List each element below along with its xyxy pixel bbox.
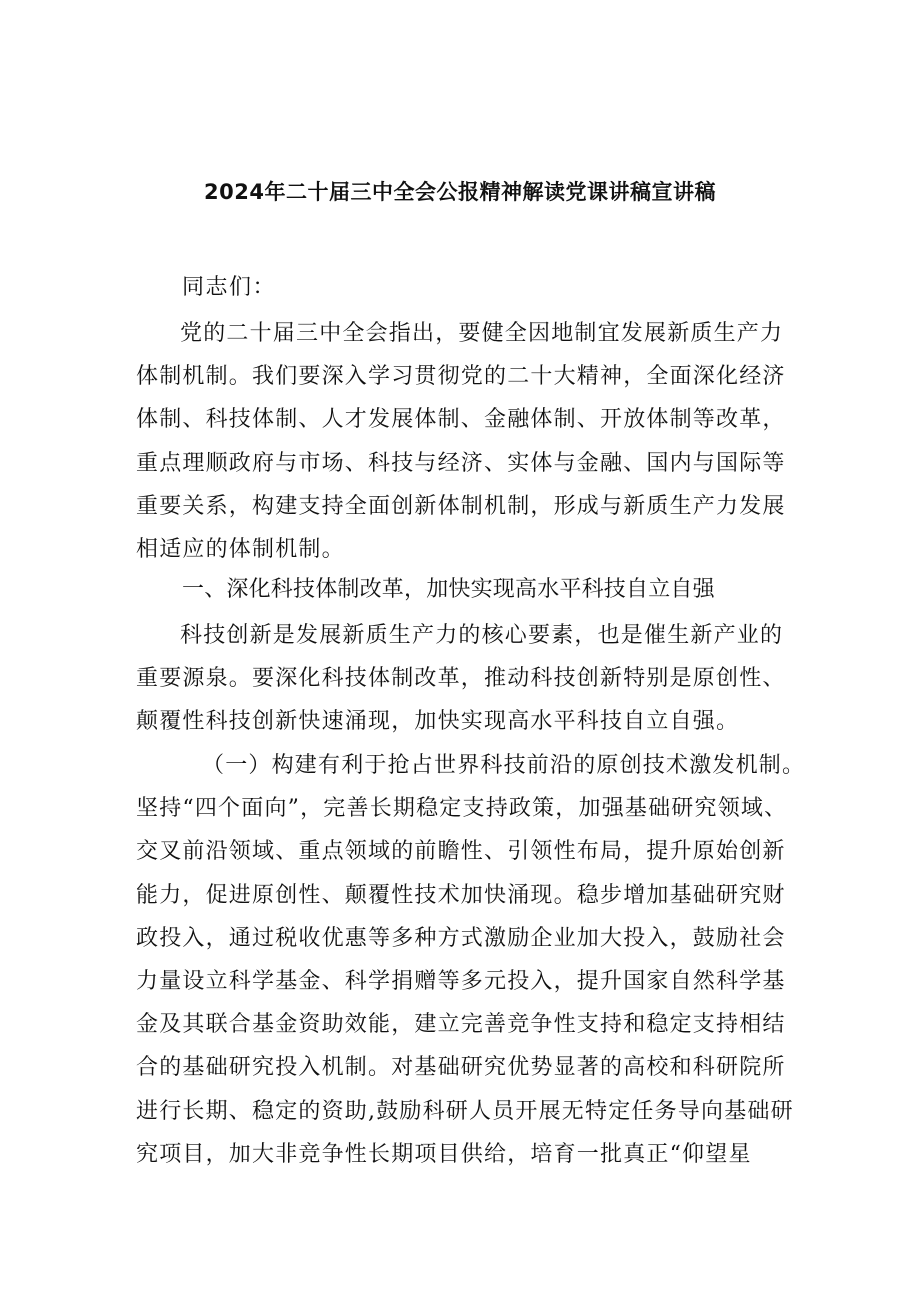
salutation: 同志们： [182, 275, 277, 300]
intro-paragraph [136, 312, 796, 571]
subsection-line: 究项目，加大非竞争性长期项目供给，培育一批真正“仰望星 [136, 1141, 752, 1167]
subsection-line: （一）构建有利于抢占世界科技前沿的原创技术激发机制。 [202, 753, 806, 778]
intro-line: 重要关系，构建支持全面创新体制机制，形成与新质生产力发展 [136, 493, 786, 519]
intro-line: 体制机制。我们要深入学习贯彻党的二十大精神，全面深化经济 [136, 364, 786, 390]
document-title: 2024年二十届三中全会公报精神解读党课讲稿宣讲稿 [204, 180, 716, 204]
subsection-line: 交叉前沿领域、重点领域的前瞻性、引领性布局，提升原始创新 [136, 839, 786, 865]
subsection-paragraph [136, 744, 806, 1176]
section-line: 科技创新是发展新质生产力的核心要素，也是催生新产业的 [180, 623, 784, 648]
intro-line: 党的二十届三中全会指出，要健全因地制宜发展新质生产力 [180, 321, 784, 346]
intro-line: 相适应的体制机制。 [136, 537, 345, 563]
intro-line: 体制、科技体制、人才发展体制、金融体制、开放体制等改革， [136, 407, 786, 433]
subsection-line: 力量设立科学基金、科学捐赠等多元投入，提升国家自然科学基 [136, 969, 786, 995]
subsection-line: 能力，促进原创性、颠覆性技术加快涌现。稳步增加基础研究财 [136, 882, 786, 908]
section-line: 重要源泉。要深化科技体制改革，推动科技创新特别是原创性、 [136, 666, 786, 692]
intro-line: 重点理顺政府与市场、科技与经济、实体与金融、国内与国际等 [136, 450, 786, 476]
subsection-line: 坚持“四个面向”，完善长期稳定支持政策，加强基础研究领域、 [136, 796, 788, 822]
subsection-line: 合的基础研究投入机制。对基础研究优势显著的高校和科研院所 [136, 1055, 786, 1081]
section-paragraph [136, 614, 796, 744]
subsection-line: 金及其联合基金资助效能，建立完善竞争性支持和稳定支持相结 [136, 1012, 786, 1038]
section-heading: 一、深化科技体制改革，加快实现高水平科技自立自强 [182, 577, 715, 602]
subsection-line: 进行长期、稳定的资助,鼓励科研人员开展无特定任务导向基础研 [136, 1098, 794, 1124]
section-line: 颠覆性科技创新快速涌现，加快实现高水平科技自立自强。 [136, 709, 740, 735]
subsection-line: 政投入，通过税收优惠等多种方式激励企业加大投入，鼓励社会 [136, 925, 786, 951]
